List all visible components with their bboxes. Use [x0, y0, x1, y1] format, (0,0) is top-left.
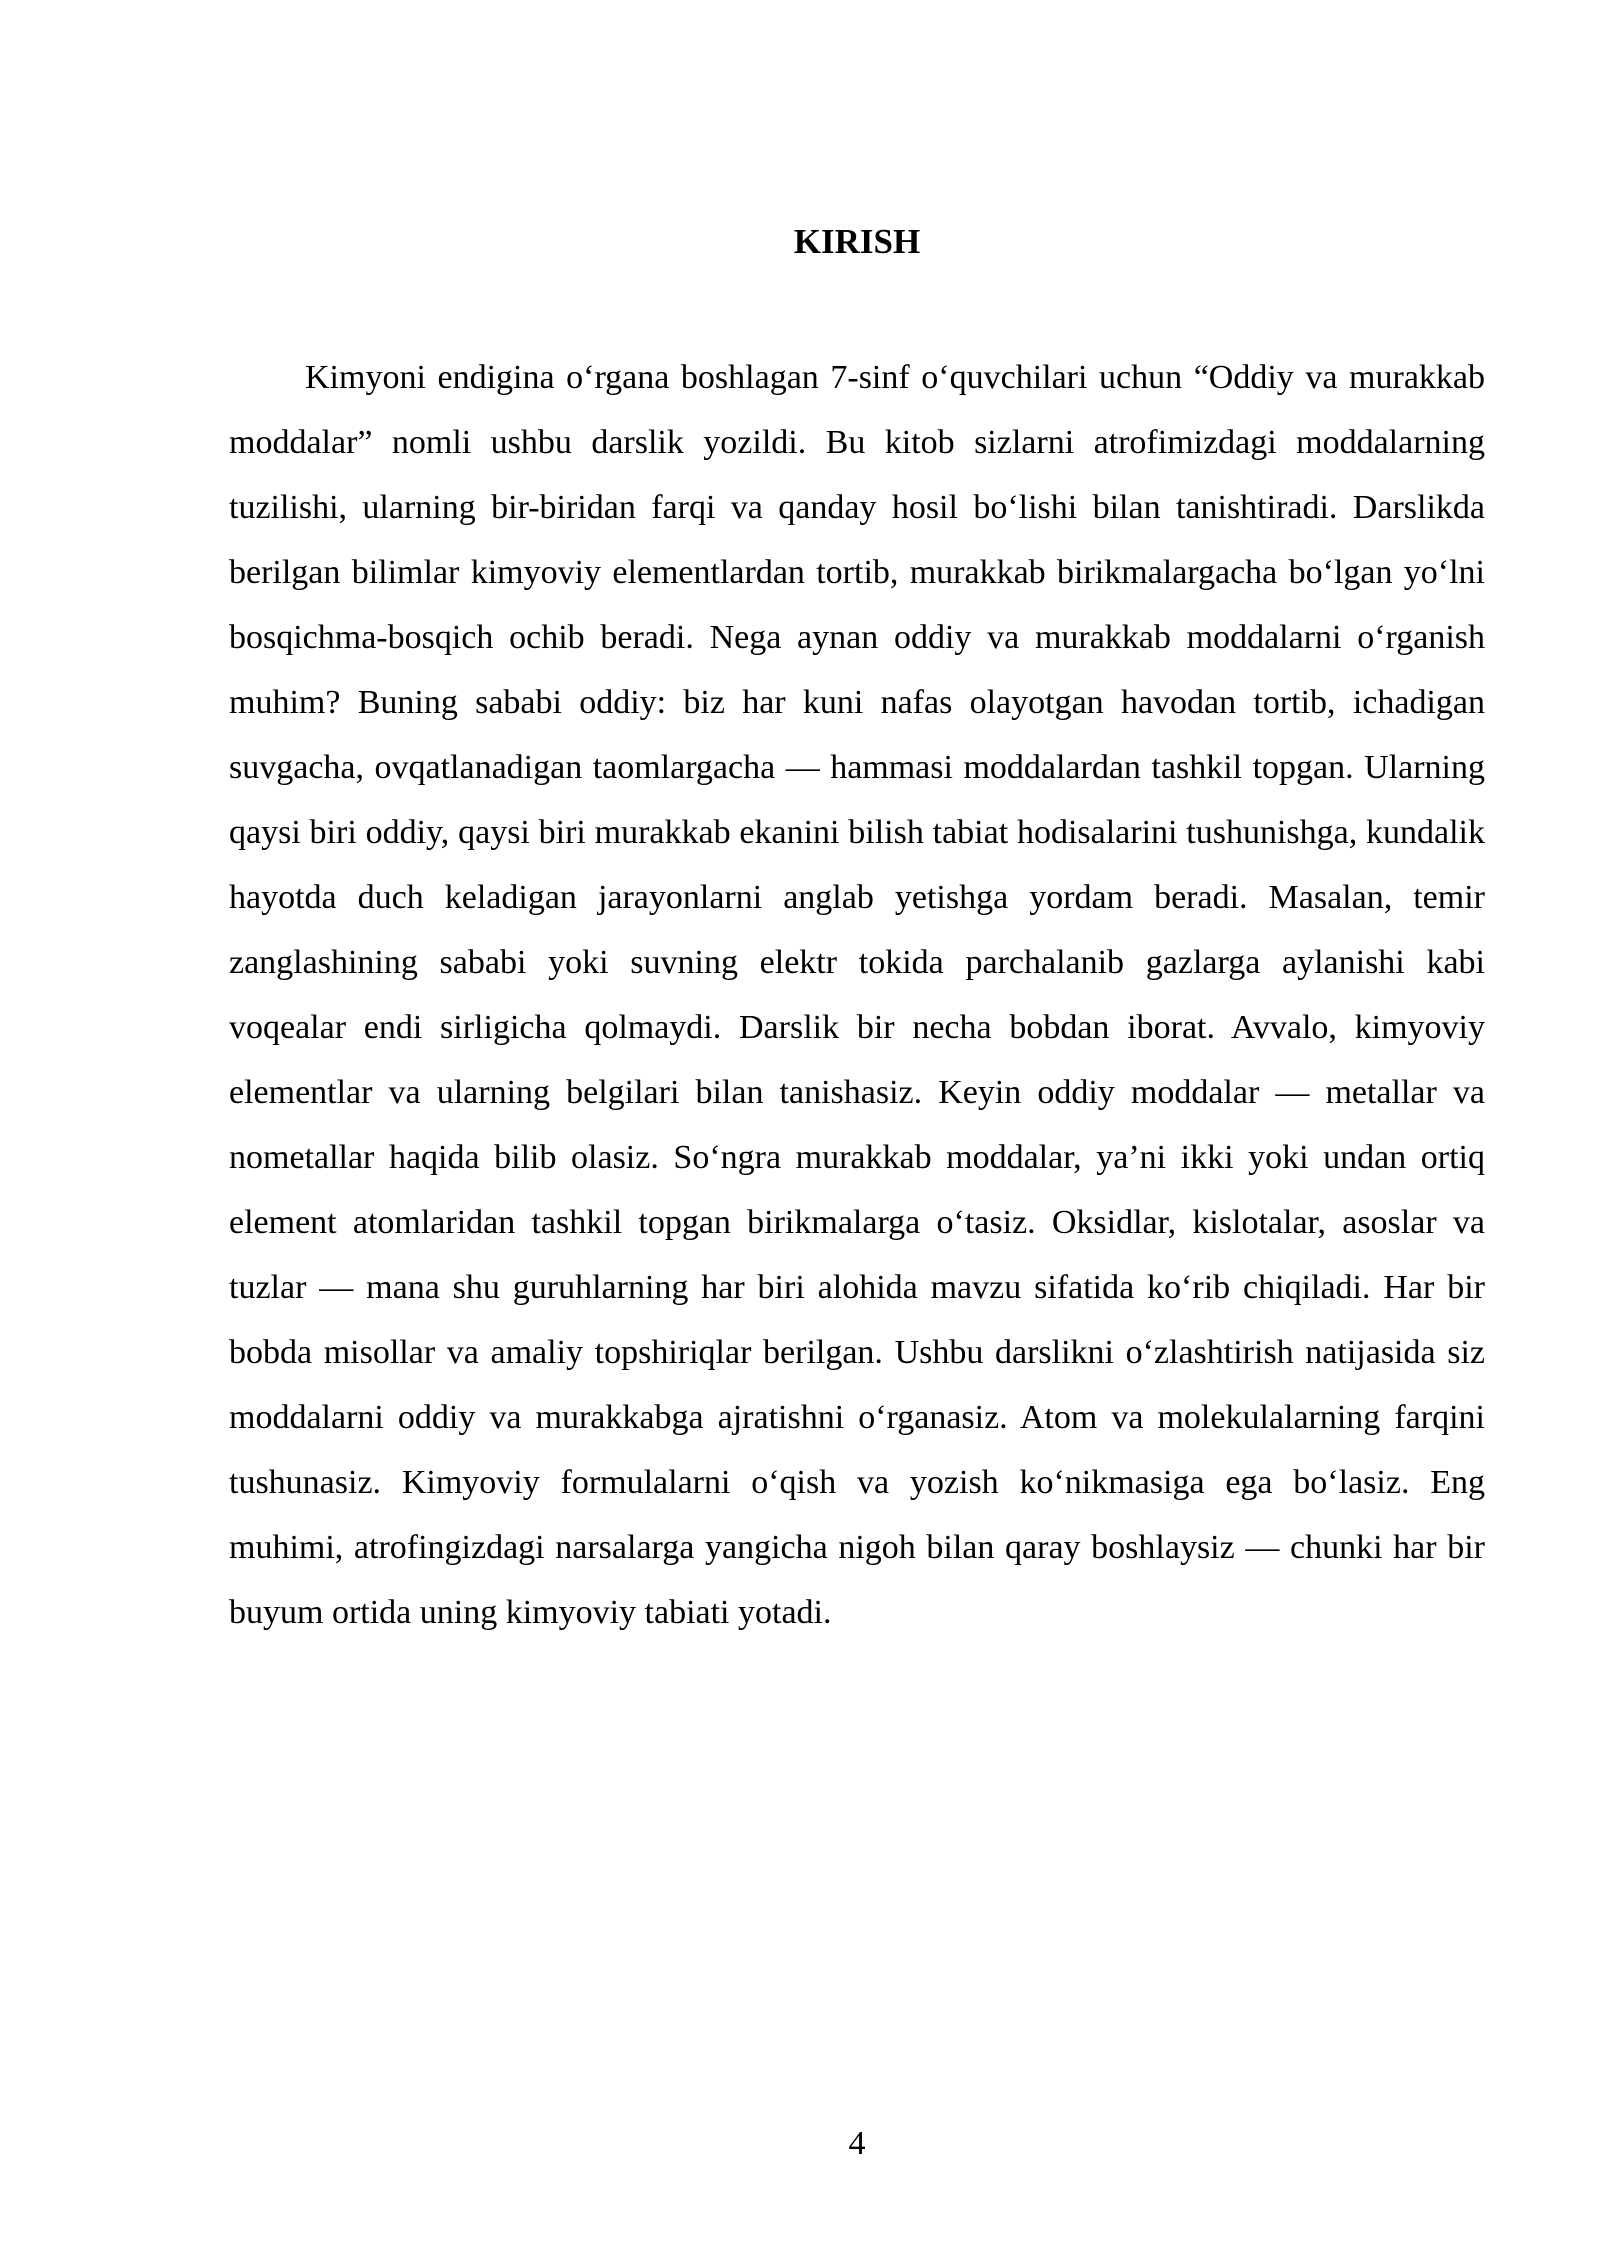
page-number: 4 [848, 2125, 866, 2162]
body-paragraph: Kimyoni endigina o‘rgana boshlagan 7-sinf o‘quvchilari uchun “Oddiy va murakkab moddalar” nomli ushbu darslik yozildi. Bu kitob sizlarni atrofimizdagi moddalarning tuzilishi, ularning bir-biridan farqi va qanday hosil bo‘lishi bilan tanishtiradi. Darslikda berilgan bilimlar kimyoviy elementlardan tortib, murakkab birikmalargacha bo‘lgan yo‘lni bosqichma-bosqich ochib beradi. Nega aynan oddiy va murakkab moddalarni o‘rganish muhim? Buning sababi oddiy: biz har kuni nafas olayotgan havodan tortib, ichadigan suvgacha, ovqatlanadigan taomlargacha — hammasi moddalardan tashkil topgan. Ularning qaysi biri oddiy, qaysi biri murakkab ekanini bilish tabiat hodisalarini tushunishga, kundalik hayotda duch keladigan jarayonlarni anglab yetishga yordam beradi. Masalan, temir zanglashining sababi yoki suvning elektr tokida parchalanib gazlarga aylanishi kabi voqealar endi sirligicha qolmaydi. Darslik bir necha bobdan iborat. Avvalo, kimyoviy elementlar va ularning belgilari bilan tanishasiz. Keyin oddiy moddalar — metallar va nometallar haqida bilib olasiz. So‘ngra murakkab moddalar, ya’ni ikki yoki undan ortiq element atomlaridan tashkil topgan birikmalarga o‘tasiz. Oksidlar, kislotalar, asoslar va tuzlar — mana shu guruhlarning har biri alohida mavzu sifatida ko‘rib chiqiladi. Har bir bobda misollar va amaliy topshiriqlar berilgan. Ushbu darslikni o‘zlashtirish natijasida siz moddalarni oddiy va murakkabga ajratishni o‘rganasiz. Atom va molekulalarning farqini tushunasiz. Kimyoviy formulalarni o‘qish va yozish ko‘nikmasiga ega bo‘lasiz. Eng muhimi, atrofingizdagi narsalarga yangicha nigoh bilan qaray boshlaysiz — chunki har bir buyum ortida uning kimyoviy tabiati yotadi. [229, 359, 1485, 1631]
page-heading: KIRISH [793, 222, 921, 261]
